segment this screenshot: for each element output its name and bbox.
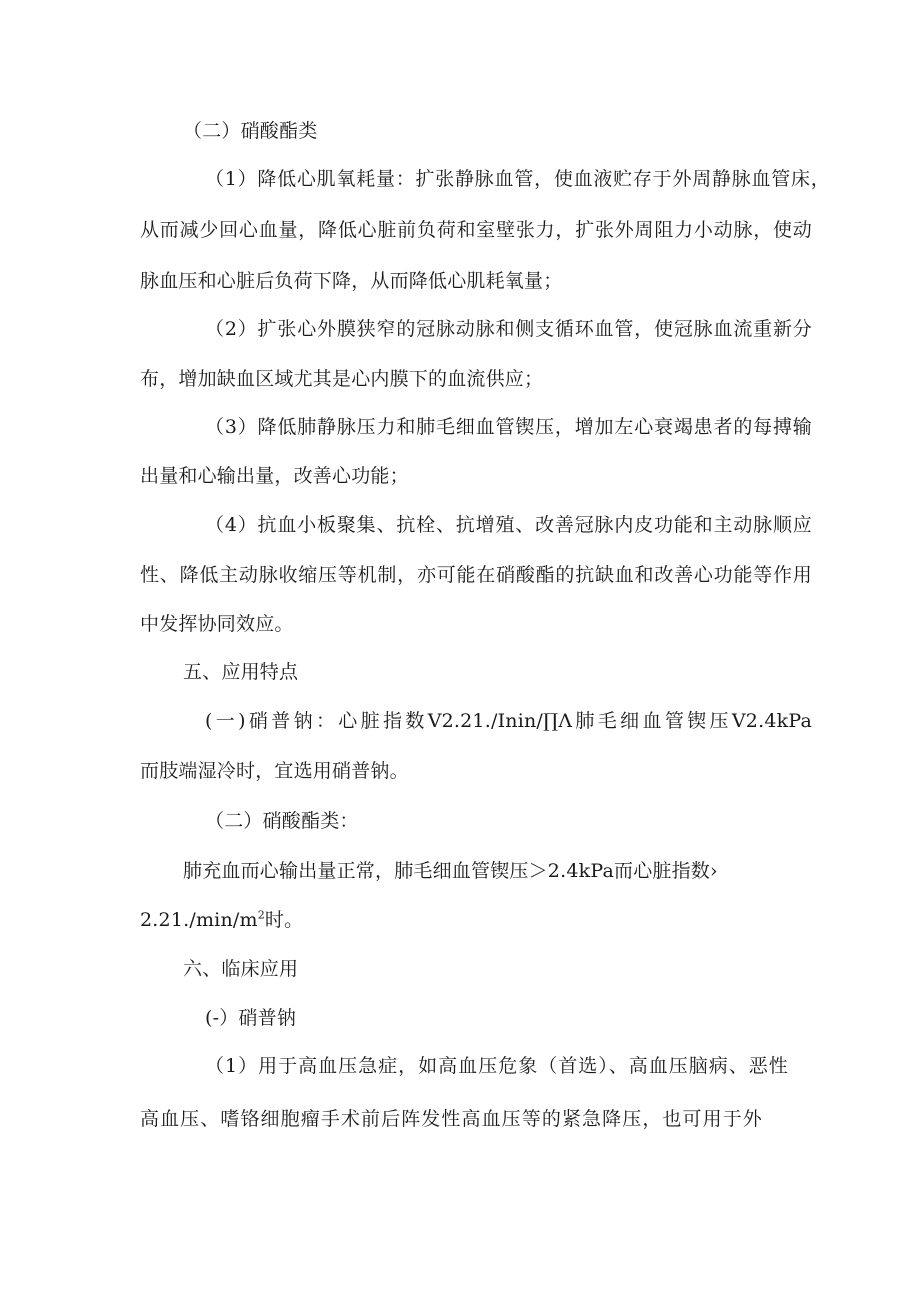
paragraph-1-line-2: 从而减少回心血量，降低心脏前负荷和室壁张力，扩张外周阻力小动脉，使动 — [140, 219, 812, 241]
section-heading-6: 六、临床应用 — [183, 958, 299, 980]
paragraph-5-line-2: 而肢端湿冷时，宜选用硝普钠。 — [140, 760, 409, 782]
paragraph-7-line-1: （1）用于高血压急症，如高血压危象（首选）、高血压脑病、恶性 — [205, 1055, 788, 1077]
subheading-nitrates: （二）硝酸酯类 — [183, 120, 318, 142]
paragraph-3-line-1: （3）降低肺静脉压力和肺毛细血管锲压，增加左心衰竭患者的每搏输 — [205, 416, 812, 438]
paragraph-6-line-2-text: 2.21./min/m — [140, 909, 258, 931]
paragraph-1-line-3: 脉血压和心脏后负荷下降，从而降低心肌耗氧量； — [140, 270, 563, 292]
paragraph-6-line-1: 肺充血而心输出量正常，肺毛细血管锲压＞2.4kPa而心脏指数› — [183, 860, 718, 882]
paragraph-1-line-1: （1）降低心肌氧耗量：扩张静脉血管，使血液贮存于外周静脉血管床， — [205, 168, 830, 190]
paragraph-6-line-2-tail: 时。 — [264, 909, 304, 931]
section-heading-5: 五、应用特点 — [183, 661, 299, 683]
paragraph-4-line-2: 性、降低主动脉收缩压等机制，亦可能在硝酸酯的抗缺血和改善心功能等作用 — [140, 564, 812, 586]
subheading-nitrates-2: （二）硝酸酯类： — [205, 810, 359, 832]
paragraph-4-line-3: 中发挥协同效应。 — [140, 613, 294, 635]
paragraph-4-line-1: （4）抗血小板聚集、抗栓、抗增殖、改善冠脉内皮功能和主动脉顺应 — [205, 514, 812, 536]
subheading-nitroprusside: (-）硝普钠 — [205, 1007, 297, 1029]
paragraph-6-line-2 — [140, 907, 303, 933]
paragraph-2-line-2: 布，增加缺血区域尤其是心内膜下的血流供应； — [140, 368, 544, 390]
paragraph-3-line-2: 出量和心输出量，改善心功能； — [140, 465, 409, 487]
paragraph-7-line-2: 高血压、嗜铬细胞瘤手术前后阵发性高血压等的紧急降压，也可用于外 — [140, 1108, 762, 1130]
paragraph-5-line-1: (一)硝普钠：心脏指数V2.21./Inin/∏Λ肺毛细血管锲压V2.4kPa — [205, 710, 812, 732]
paragraph-2-line-1: （2）扩张心外膜狭窄的冠脉动脉和侧支循环血管，使冠脉血流重新分 — [205, 318, 812, 340]
superscript-2: 2 — [257, 908, 265, 922]
